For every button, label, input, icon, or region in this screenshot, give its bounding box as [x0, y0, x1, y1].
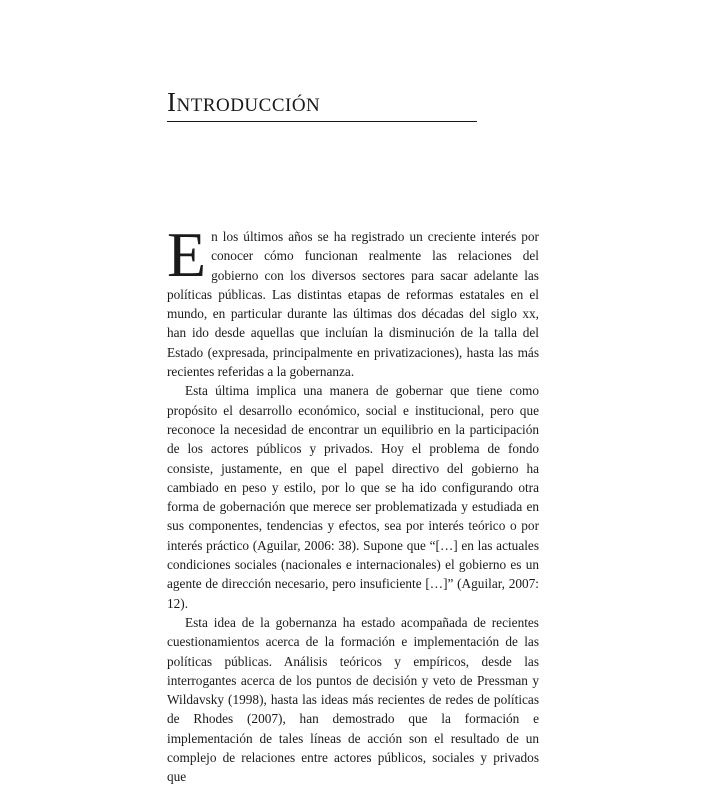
drop-cap: E [167, 219, 207, 290]
paragraph-1-text: n los últimos años se ha registrado un creciente interés por conocer cómo funcionan realmente las relaciones del gobierno con los diversos sectores para sacar adelante las políticas públicas. Las distintas etapas de reformas estatales en el mundo, en particular durante las últimas dos décadas del siglo xx, han ido desde aquellas que incluían la disminución de la talla del Estado (expresada, principalmente en privatizaciones), hasta las más recientes referidas a la gobernanza. [167, 229, 539, 380]
paragraph-2: Esta última implica una manera de gobernar que tiene como propósito el desarrollo económico, social e institucional, pero que reconoce la necesidad de encontrar un equilibrio en la participación de los actores públicos y privados. Hoy el problema de fondo consiste, justamente, en que el papel directivo del gobierno ha cambiado en peso y estilo, por lo que se ha ido configurando otra forma de gobernación que merece ser problematizada y estudiada en sus componentes, tendencias y efectos, sea por interés teórico o por interés práctico (Aguilar, 2006: 38). Supone que “[…] en las actuales condiciones sociales (nacionales e internacionales) el gobierno es un agente de dirección necesario, pero insuficiente […]” (Aguilar, 2007: 12). [167, 383, 539, 611]
paragraph-3: Esta idea de la gobernanza ha estado acompañada de recientes cuestionamientos acerca de la formación e implementación de las políticas públicas. Análisis teóricos y empíricos, desde las interrogantes acerca de los puntos de decisión y veto de Pressman y Wildavsky (1998), hasta las ideas más recientes de redes de políticas de Rhodes (2007), han demostrado que la formación e implementación de tales líneas de acción son el resultado de un complejo de relaciones entre actores públicos, sociales y privados que [167, 614, 539, 785]
body-text [167, 219, 539, 787]
paragraph-1 [167, 219, 539, 381]
heading-underline [167, 121, 477, 122]
chapter-heading: Introducción [167, 87, 321, 117]
